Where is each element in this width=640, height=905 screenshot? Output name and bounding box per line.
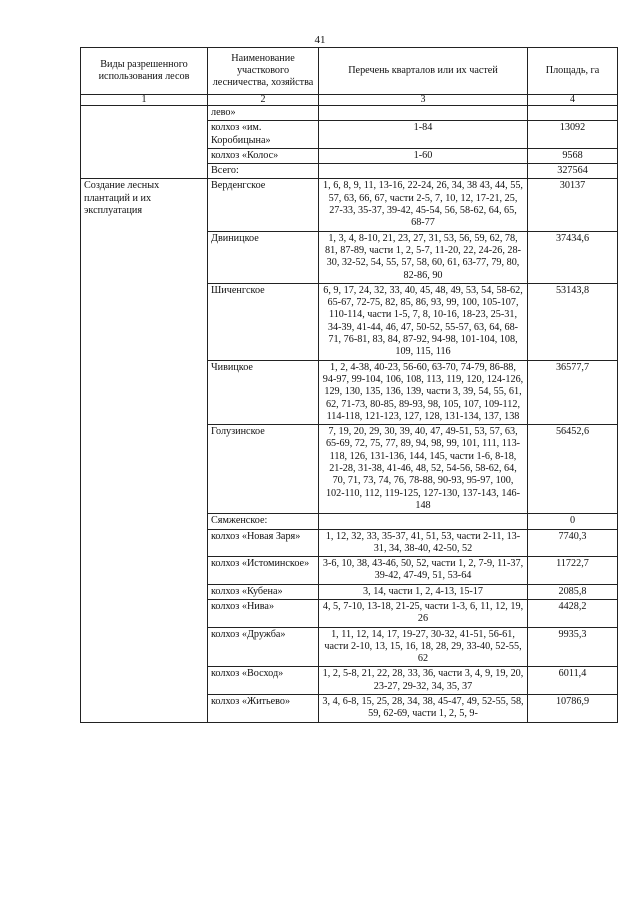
cell-use-type: Создание лесных плантаций и их эксплуатация xyxy=(81,179,208,722)
cell-quarters-list xyxy=(319,106,528,121)
cell-quarters-list: 3-6, 10, 38, 43-46, 50, 52, части 1, 2, 7-9, 11-37, 39-42, 47-49, 51, 53-64 xyxy=(319,557,528,585)
cell-quarters-list: 1, 3, 4, 8-10, 21, 23, 27, 31, 53, 56, 59, 62, 78, 81, 87-89, части 1, 2, 5-7, 11-20, 22, 24-26, 28-30, 32-52, 54, 55, 57, 58, 60, 61, 63-77, 79, 80, 82-86, 90 xyxy=(319,231,528,283)
cell-forestry-name: колхоз «Колос» xyxy=(208,148,319,163)
cell-forestry-name: Всего: xyxy=(208,164,319,179)
header-use-types: Виды разрешенного использования лесов xyxy=(81,48,208,95)
cell-area: 37434,6 xyxy=(528,231,618,283)
cell-forestry-name: колхоз «Житьево» xyxy=(208,695,319,723)
header-quarters-list: Перечень кварталов или их частей xyxy=(319,48,528,95)
cell-quarters-list: 7, 19, 20, 29, 30, 39, 40, 47, 49-51, 53, 57, 63, 65-69, 72, 75, 77, 89, 94, 98, 99, 101, 111, 113-118, 126, 131-136, 144, 145, части 1-6, 8-18, 21-28, 31-38, 41-46, 48, 52, 54-56, 58-62, 64, 70, 71, 73, 74, 76, 78-88, 90-93, 95-97, 100, 102-110, 112, 119-125, 127-130, 137-143, 146-148 xyxy=(319,425,528,514)
cell-forestry-name: лево» xyxy=(208,106,319,121)
cell-forestry-name: Голузинское xyxy=(208,425,319,514)
cell-area: 10786,9 xyxy=(528,695,618,723)
forest-use-table xyxy=(80,47,618,723)
cell-quarters-list: 1, 2, 4-38, 40-23, 56-60, 63-70, 74-79, 86-88, 94-97, 99-104, 106, 108, 113, 119, 120, 124-126, 129, 130, 135, 136, 139, части 3, 39, 54, 55, 61, 62, 71-73, 80-85, 89-93, 98, 105, 107, 109-112, 114-118, 121-123, 127, 128, 131-134, 137, 138 xyxy=(319,360,528,424)
cell-forestry-name: Чивицкое xyxy=(208,360,319,424)
cell-area: 9935,3 xyxy=(528,627,618,667)
cell-area: 36577,7 xyxy=(528,360,618,424)
cell-use-type xyxy=(81,106,208,179)
cell-quarters-list: 6, 9, 17, 24, 32, 33, 40, 45, 48, 49, 53, 54, 58-62, 65-67, 72-75, 82, 85, 86, 93, 99, 100, 105-107, 110-114, части 1-5, 7, 8, 10-16, 18-23, 25-31, 34-39, 41-44, 46, 47, 50-52, 55-57, 63, 64, 68-71, 76-81, 83, 84, 87-92, 94-98, 101-104, 108, 109, 115, 116 xyxy=(319,283,528,360)
cell-area: 30137 xyxy=(528,179,618,231)
cell-forestry-name: колхоз «Кубена» xyxy=(208,584,319,599)
cell-forestry-name: колхоз «Дружба» xyxy=(208,627,319,667)
cell-forestry-name: Верденгское xyxy=(208,179,319,231)
cell-area: 0 xyxy=(528,514,618,529)
cell-quarters-list xyxy=(319,164,528,179)
cell-quarters-list: 1-60 xyxy=(319,148,528,163)
column-number: 4 xyxy=(528,95,618,106)
cell-area: 9568 xyxy=(528,148,618,163)
table-header-row xyxy=(81,48,618,95)
column-number: 1 xyxy=(81,95,208,106)
table-row xyxy=(81,106,618,121)
header-forestry-name: Наименование участкового лесничества, хозяйства xyxy=(208,48,319,95)
cell-area: 2085,8 xyxy=(528,584,618,599)
cell-area: 11722,7 xyxy=(528,557,618,585)
cell-forestry-name: колхоз «Истоминское» xyxy=(208,557,319,585)
cell-forestry-name: колхоз «Восход» xyxy=(208,667,319,695)
cell-forestry-name: Шиченгское xyxy=(208,283,319,360)
cell-forestry-name: колхоз «Нива» xyxy=(208,599,319,627)
cell-area: 56452,6 xyxy=(528,425,618,514)
cell-quarters-list: 1-84 xyxy=(319,121,528,149)
cell-area: 7740,3 xyxy=(528,529,618,557)
cell-forestry-name: колхоз «Новая Заря» xyxy=(208,529,319,557)
cell-quarters-list: 3, 14, части 1, 2, 4-13, 15-17 xyxy=(319,584,528,599)
cell-area: 327564 xyxy=(528,164,618,179)
table-body xyxy=(81,106,618,723)
header-area: Площадь, га xyxy=(528,48,618,95)
cell-area: 13092 xyxy=(528,121,618,149)
cell-quarters-list: 4, 5, 7-10, 13-18, 21-25, части 1-3, 6, 11, 12, 19, 26 xyxy=(319,599,528,627)
cell-quarters-list: 1, 2, 5-8, 21, 22, 28, 33, 36, части 3, 4, 9, 19, 20, 23-27, 29-32, 34, 35, 37 xyxy=(319,667,528,695)
cell-quarters-list: 3, 4, 6-8, 15, 25, 28, 34, 38, 45-47, 49, 52-55, 58, 59, 62-69, части 1, 2, 5, 9- xyxy=(319,695,528,723)
page-number: 41 xyxy=(314,34,326,46)
column-number: 2 xyxy=(208,95,319,106)
column-number: 3 xyxy=(319,95,528,106)
cell-quarters-list: 1, 6, 8, 9, 11, 13-16, 22-24, 26, 34, 38 43, 44, 55, 57, 63, 66, 67, части 2-5, 7, 10, 12, 17-21, 25, 27-33, 35-37, 39-42, 45-54, 56, 58-62, 64, 65, 68-77 xyxy=(319,179,528,231)
cell-area: 4428,2 xyxy=(528,599,618,627)
table-row xyxy=(81,179,618,231)
column-number-row xyxy=(81,95,618,106)
cell-area: 6011,4 xyxy=(528,667,618,695)
cell-forestry-name: Двиницкое xyxy=(208,231,319,283)
cell-quarters-list xyxy=(319,514,528,529)
cell-area xyxy=(528,106,618,121)
cell-quarters-list: 1, 12, 32, 33, 35-37, 41, 51, 53, части 2-11, 13-31, 34, 38-40, 42-50, 52 xyxy=(319,529,528,557)
cell-quarters-list: 1, 11, 12, 14, 17, 19-27, 30-32, 41-51, 56-61, части 2-10, 13, 15, 16, 18, 28, 29, 33-40, 52-55, 62 xyxy=(319,627,528,667)
cell-forestry-name: колхоз «им. Коробицына» xyxy=(208,121,319,149)
cell-area: 53143,8 xyxy=(528,283,618,360)
cell-forestry-name: Сямженское: xyxy=(208,514,319,529)
